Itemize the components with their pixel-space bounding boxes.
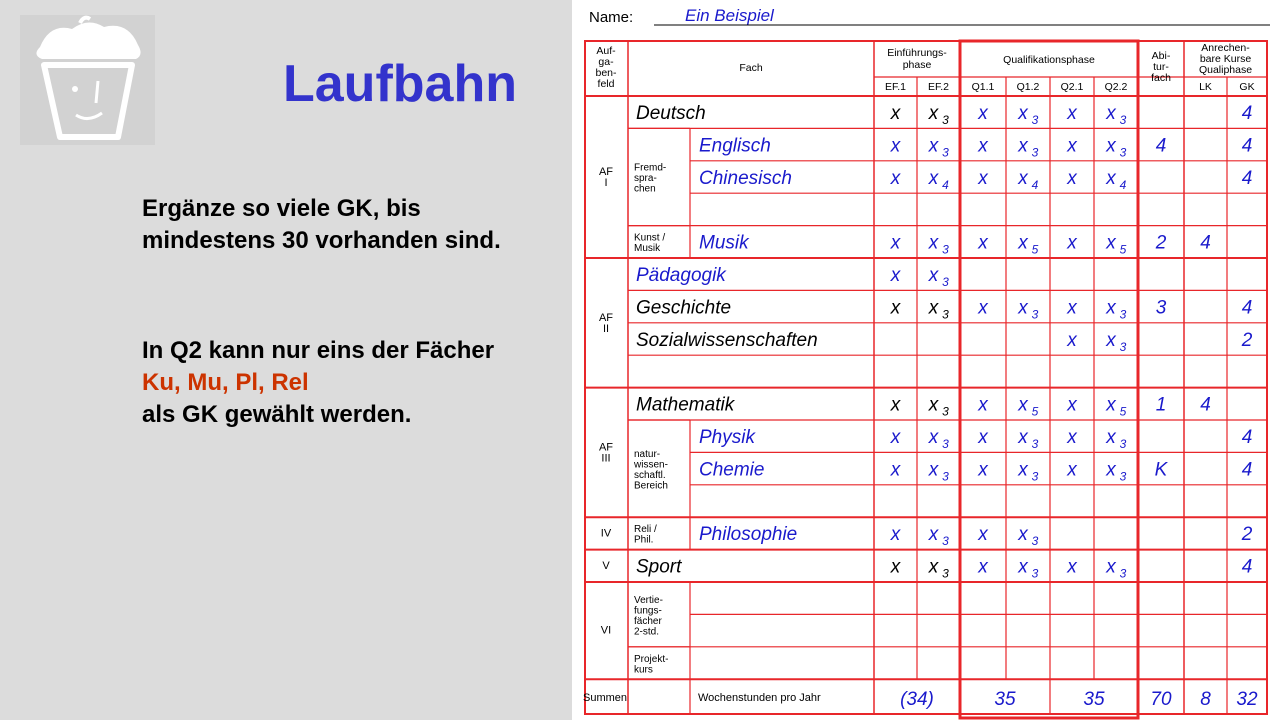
course-mark: x (1106, 329, 1116, 351)
course-mark: x (928, 167, 939, 189)
course-mark: x (978, 524, 988, 546)
gk-value: 4 (1241, 427, 1253, 448)
course-mark-hours: 3 (1119, 145, 1127, 160)
subgroup-label: Phil. (634, 534, 654, 546)
group-label: AF (598, 441, 614, 454)
course-mark: x (890, 232, 901, 254)
rule-line-1: In Q2 kann nur eins der Fächer (142, 337, 495, 364)
summary-q2: 35 (1083, 689, 1105, 711)
course-mark-hours: 3 (942, 242, 949, 257)
header-einfuehrung: phase (902, 59, 932, 71)
subject-deutsch: Deutsch (636, 103, 706, 124)
course-mark: x (890, 459, 901, 481)
course-mark: x (928, 524, 939, 546)
slide-left-panel (0, 0, 572, 720)
course-plan-table (572, 0, 1280, 720)
header-anrechen: Qualiphase (1198, 64, 1253, 76)
course-mark-hours: 3 (1119, 307, 1127, 322)
course-mark: x (978, 135, 988, 157)
subgroup-label: Fremd- (634, 162, 667, 174)
rule-highlight-subjects: Ku, Mu, Pl, Rel (142, 369, 309, 396)
course-mark: x (978, 394, 988, 416)
course-mark-hours: 3 (1119, 113, 1127, 127)
header-fach: Fach (739, 62, 763, 74)
course-mark: x (890, 427, 901, 448)
course-mark-hours: 3 (942, 145, 949, 160)
summary-q1: 35 (994, 689, 1016, 711)
course-mark: x (1018, 394, 1028, 416)
course-mark: x (1067, 329, 1077, 351)
course-mark-hours: 3 (1031, 113, 1039, 127)
course-mark: x (1018, 459, 1028, 481)
header-qualifikation: Qualifikationsphase (1003, 54, 1095, 66)
subgroup-label: 2-std. (634, 626, 660, 638)
course-mark: x (1106, 232, 1116, 254)
subject-pädagogik: Pädagogik (636, 265, 726, 286)
course-mark-hours: 3 (1031, 534, 1039, 549)
subject-chemie: Chemie (699, 459, 765, 481)
course-mark: x (978, 232, 988, 254)
course-mark: x (890, 135, 901, 157)
course-mark: x (890, 167, 901, 189)
lk-value: 4 (1200, 232, 1211, 254)
gk-value: 4 (1241, 556, 1253, 578)
subgroup-label: schaftl. (634, 470, 666, 481)
subgroup-label: fungs- (634, 605, 662, 617)
course-mark-hours: 5 (1031, 404, 1039, 419)
slide-title: Laufbahn (283, 55, 517, 113)
abitur-value: 1 (1155, 394, 1167, 416)
header-aufgabenfeld: Auf- (596, 45, 616, 57)
course-mark: x (978, 167, 988, 189)
subgroup-label: Vertie- (634, 594, 663, 606)
group-label: V (602, 559, 610, 572)
course-mark-hours: 3 (942, 566, 949, 581)
course-mark: x (890, 297, 901, 319)
course-mark: x (1018, 524, 1028, 546)
lk-value: 4 (1200, 394, 1211, 416)
course-mark-hours: 5 (1119, 242, 1127, 257)
subject-sport: Sport (636, 556, 682, 578)
course-mark: x (928, 556, 939, 578)
subgroup-label: kurs (634, 664, 653, 676)
course-mark: x (978, 103, 988, 124)
course-mark: x (1018, 103, 1028, 124)
course-mark: x (1106, 167, 1116, 189)
abitur-value: 4 (1155, 135, 1167, 157)
group-label: III (601, 452, 611, 465)
summary-label: Summen (583, 692, 628, 705)
course-mark: x (928, 297, 939, 319)
subgroup-label: Kunst / (634, 232, 666, 244)
subgroup-label: natur- (634, 449, 661, 460)
course-mark-hours: 3 (1031, 145, 1039, 160)
header-sub-q1.2: Q1.2 (1016, 81, 1040, 93)
name-label: Name: (589, 9, 634, 26)
course-mark: x (1067, 297, 1077, 319)
summary-ef: (34) (900, 689, 934, 711)
course-mark: x (1106, 556, 1116, 578)
subgroup-label: Projekt- (634, 653, 669, 665)
header-aufgabenfeld: ga- (598, 56, 614, 68)
course-mark-hours: 3 (1031, 469, 1039, 484)
course-mark: x (1067, 232, 1077, 254)
course-mark: x (1018, 556, 1028, 578)
course-mark: x (1018, 232, 1028, 254)
abitur-value: K (1154, 459, 1168, 481)
course-mark: x (1067, 427, 1077, 448)
course-mark: x (928, 459, 939, 481)
course-mark: x (928, 232, 939, 254)
header-aufgabenfeld: feld (597, 78, 615, 90)
subgroup-label: spra- (634, 173, 657, 185)
course-mark-hours: 3 (942, 307, 949, 322)
course-mark: x (1067, 394, 1077, 416)
course-mark-hours: 3 (942, 469, 949, 484)
course-mark-hours: 3 (1119, 437, 1127, 451)
summary-gk: 32 (1236, 689, 1258, 711)
subgroup-label: fächer (634, 615, 662, 627)
header-anrechen: bare Kurse (1199, 53, 1252, 65)
header-sub-q2.1: Q2.1 (1060, 81, 1084, 93)
course-mark: x (1018, 135, 1028, 157)
course-mark: x (890, 265, 901, 286)
subject-chinesisch: Chinesisch (699, 167, 792, 189)
summary-sublabel: Wochenstunden pro Jahr (698, 692, 821, 705)
course-mark-hours: 3 (942, 437, 949, 451)
header-sub-ef.1: EF.1 (884, 81, 907, 93)
course-mark: x (978, 459, 988, 481)
course-mark: x (928, 103, 939, 124)
gk-value: 4 (1241, 297, 1253, 319)
header-aufgabenfeld: ben- (595, 67, 617, 79)
course-mark: x (1106, 394, 1116, 416)
subject-englisch: Englisch (699, 135, 771, 157)
subject-philosophie: Philosophie (699, 524, 798, 546)
course-mark-hours: 3 (1031, 437, 1039, 451)
course-mark: x (978, 427, 988, 448)
gk-value: 2 (1241, 524, 1253, 546)
course-mark-hours: 4 (942, 177, 949, 192)
course-mark-hours: 3 (942, 275, 949, 289)
course-mark: x (928, 427, 939, 448)
course-mark: x (978, 556, 988, 578)
course-mark-hours: 5 (1119, 404, 1127, 419)
course-mark: x (1018, 427, 1028, 448)
course-mark-hours: 3 (942, 113, 949, 127)
course-mark: x (890, 524, 901, 546)
gk-value: 4 (1241, 167, 1253, 189)
abitur-value: 2 (1155, 232, 1167, 254)
rule-line-2: als GK gewählt werden. (142, 401, 412, 428)
course-mark: x (1067, 459, 1077, 481)
course-mark: x (928, 135, 939, 157)
subgroup-label: Reli / (634, 524, 657, 536)
header-sub-lk: LK (1199, 81, 1212, 93)
header-einfuehrung: Einführungs- (887, 47, 947, 59)
course-mark: x (1067, 135, 1077, 157)
subject-physik: Physik (699, 427, 755, 448)
summary-lk: 8 (1200, 689, 1211, 711)
course-mark: x (890, 394, 901, 416)
subgroup-label: wissen- (634, 459, 668, 471)
course-mark: x (928, 265, 939, 286)
course-mark-hours: 3 (942, 534, 949, 549)
instruction-paragraph: Ergänze so viele GK, bis mindestens 30 vorhanden sind. (142, 195, 501, 254)
course-mark-hours: 3 (1119, 339, 1127, 354)
header-anrechen: Anrechen- (1201, 42, 1250, 54)
course-mark-hours: 3 (1119, 469, 1127, 484)
header-abitur: fach (1151, 72, 1171, 84)
face-mug-icon (20, 15, 155, 145)
subgroup-label: Musik (634, 243, 661, 255)
course-mark-hours: 3 (1031, 307, 1039, 322)
group-label: VI (600, 624, 612, 637)
course-mark-hours: 3 (942, 404, 949, 419)
course-mark-hours: 5 (1031, 242, 1039, 257)
group-label: AF (598, 311, 614, 324)
subject-geschichte: Geschichte (636, 297, 732, 319)
course-mark: x (1106, 103, 1116, 124)
subject-sozialwissenschaften: Sozialwissenschaften (636, 329, 818, 351)
course-mark: x (928, 394, 939, 416)
course-mark-hours: 3 (1119, 566, 1127, 581)
course-mark: x (890, 556, 901, 578)
course-plan-form (572, 0, 1280, 720)
course-mark: x (978, 297, 988, 319)
course-mark: x (1067, 103, 1077, 124)
group-label: AF (598, 166, 614, 178)
gk-value: 4 (1241, 103, 1253, 124)
group-label: IV (600, 527, 612, 540)
course-mark: x (1018, 297, 1028, 319)
subgroup-label: Bereich (634, 480, 668, 492)
gk-value: 4 (1241, 459, 1253, 481)
course-mark: x (890, 103, 901, 124)
header-abitur: tur- (1153, 61, 1169, 73)
subject-musik: Musik (699, 232, 749, 254)
gk-value: 2 (1241, 329, 1253, 351)
group-label: II (602, 322, 610, 335)
course-mark-hours: 4 (1119, 177, 1127, 192)
course-mark: x (1018, 167, 1028, 189)
header-sub-q2.2: Q2.2 (1104, 81, 1128, 93)
subgroup-label: chen (634, 183, 656, 195)
header-abitur: Abi- (1151, 50, 1171, 62)
course-mark: x (1106, 427, 1116, 448)
rule-paragraph (142, 335, 562, 431)
header-sub-q1.1: Q1.1 (971, 81, 995, 93)
subject-mathematik: Mathematik (636, 394, 735, 416)
header-sub-gk: GK (1239, 81, 1255, 93)
group-label: I (604, 177, 608, 189)
course-mark: x (1106, 297, 1116, 319)
name-value: Ein Beispiel (685, 6, 774, 25)
course-mark: x (1067, 556, 1077, 578)
course-mark-hours: 4 (1031, 177, 1039, 192)
gk-value: 4 (1241, 135, 1253, 157)
abitur-value: 3 (1155, 297, 1167, 319)
course-mark: x (1106, 459, 1116, 481)
summary-abitur: 70 (1150, 689, 1172, 711)
course-mark: x (1106, 135, 1116, 157)
course-mark: x (1067, 167, 1077, 189)
course-mark-hours: 3 (1031, 566, 1039, 581)
header-sub-ef.2: EF.2 (927, 81, 950, 93)
